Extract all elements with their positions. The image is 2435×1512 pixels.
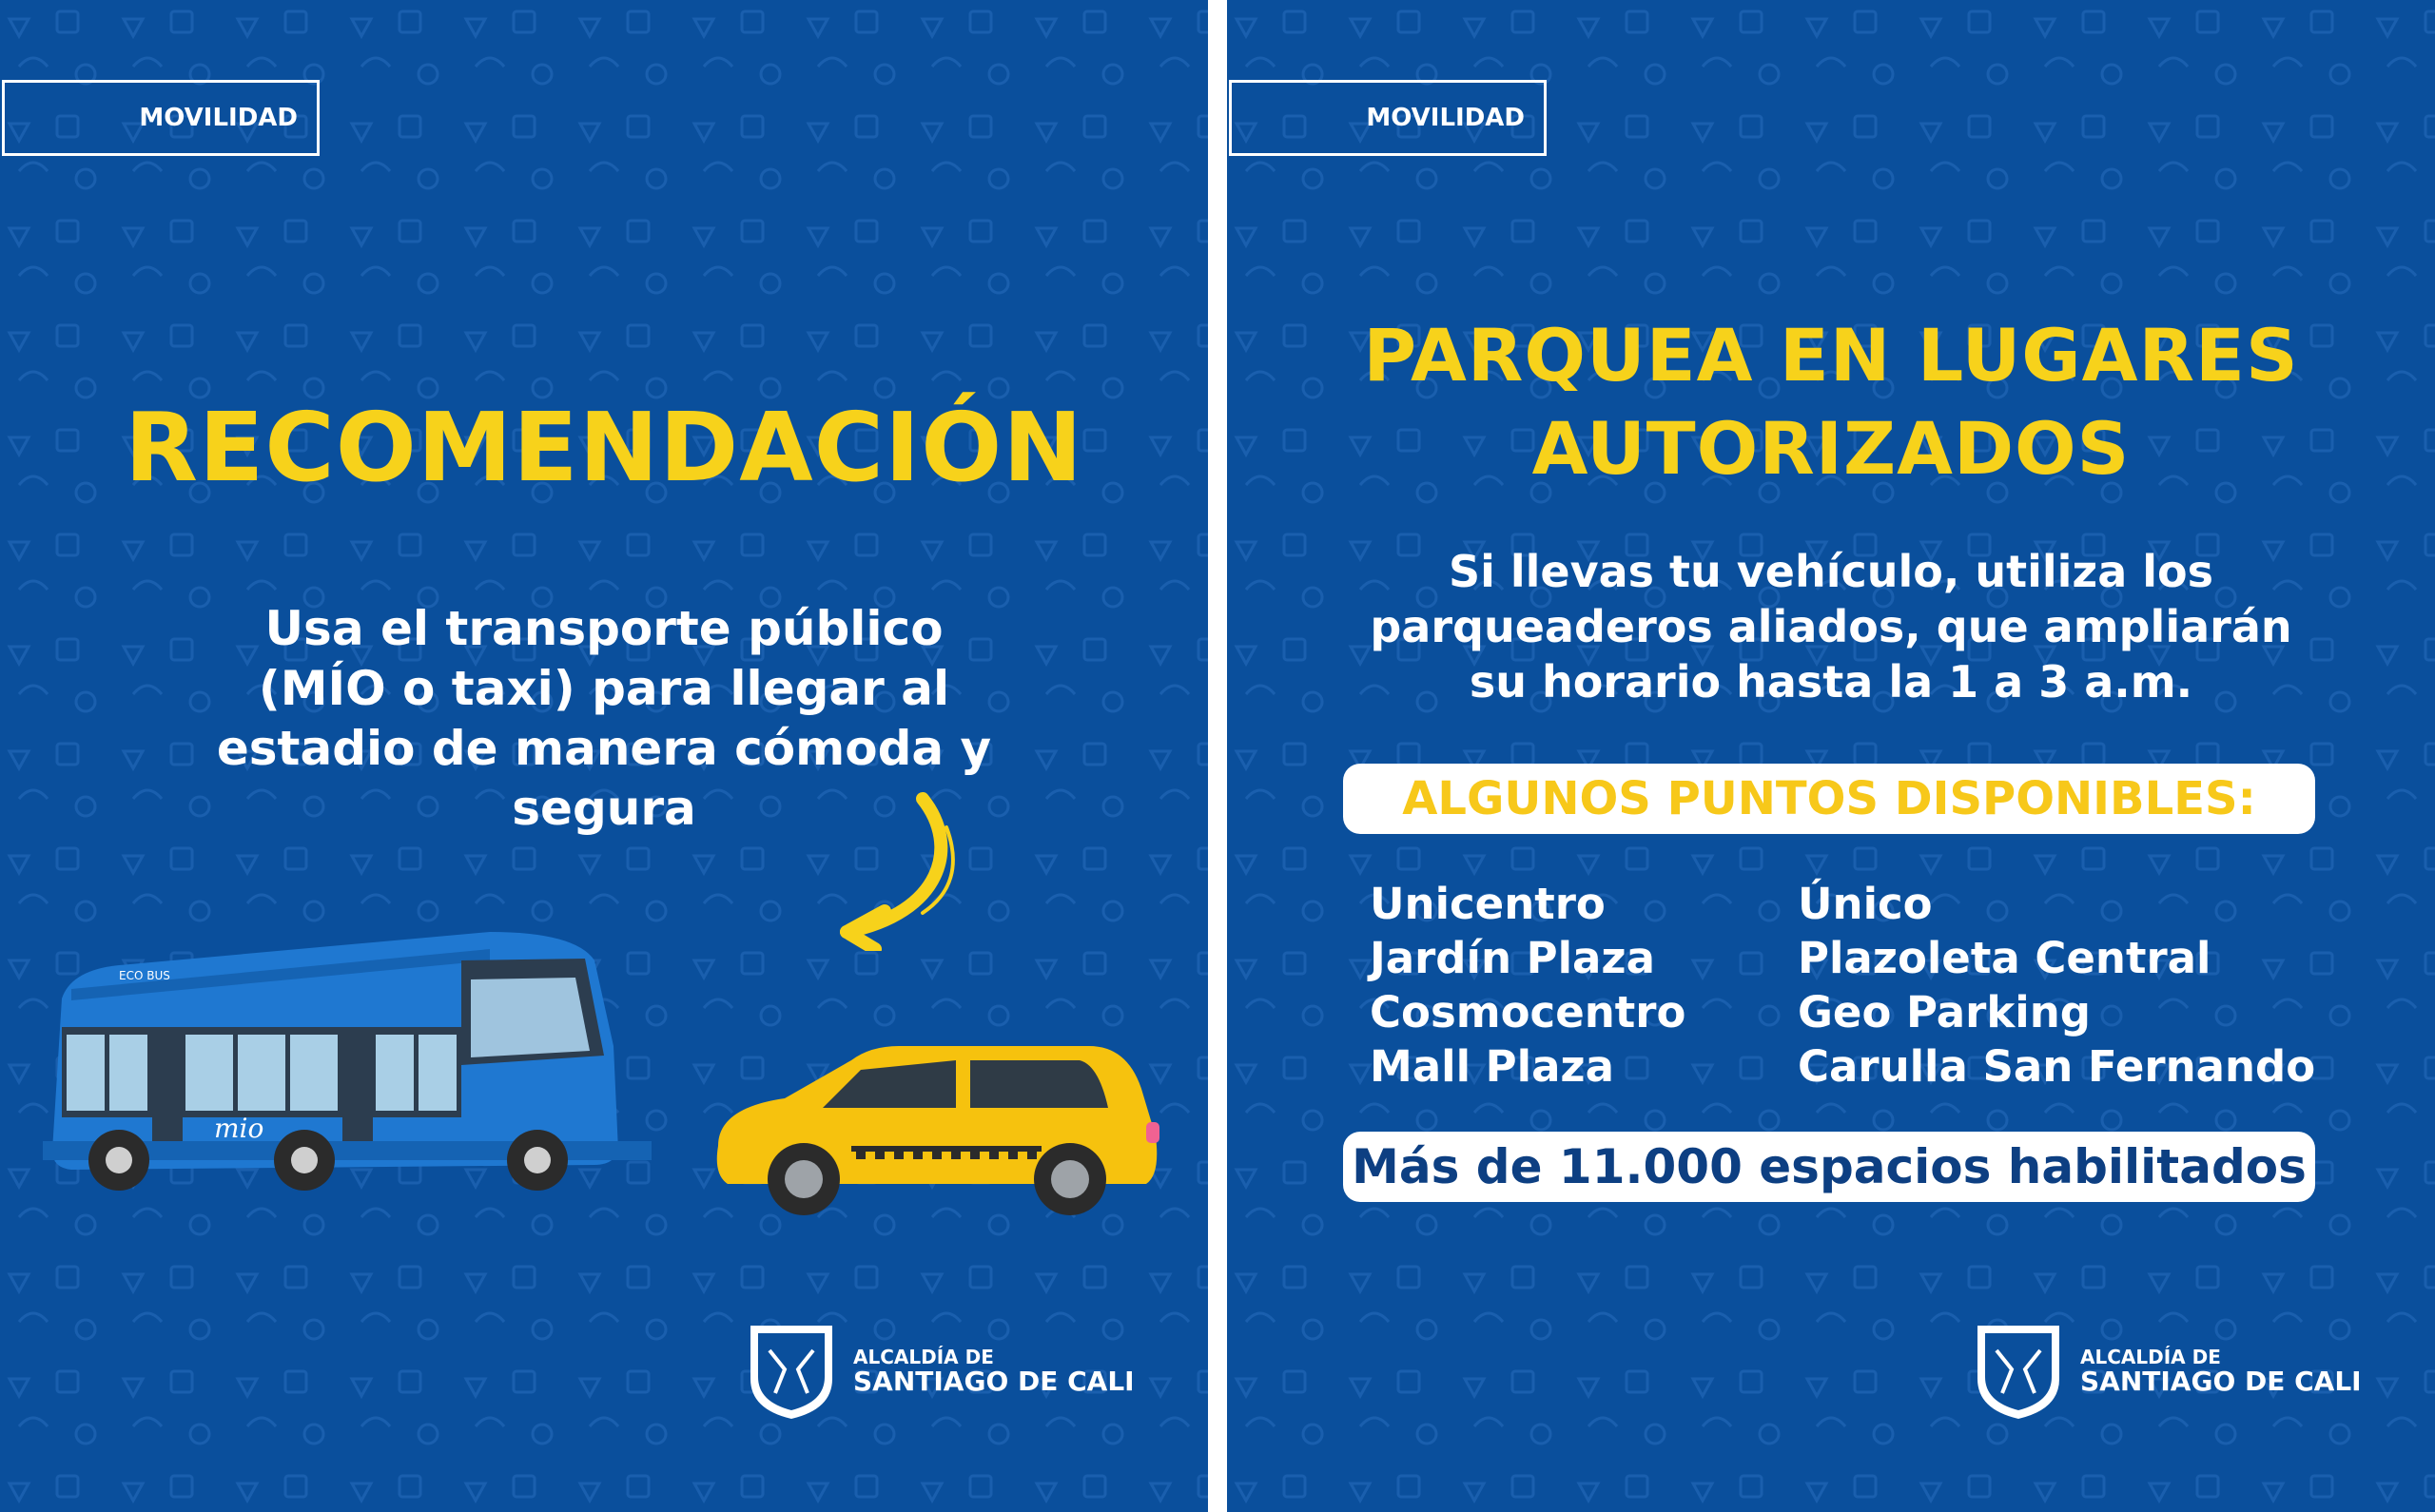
logo-line2: SANTIAGO DE CALI — [853, 1365, 1135, 1397]
background-pattern — [1227, 0, 2435, 1512]
cali-shield-icon — [1974, 1322, 2063, 1421]
bus-brand: mio — [214, 1113, 264, 1144]
right-panel — [1227, 0, 2435, 1512]
bus-icon — [43, 922, 652, 1208]
taxi-icon — [709, 1032, 1165, 1222]
point-item: Cosmocentro — [1370, 987, 1686, 1037]
point-item: Único — [1798, 879, 1933, 929]
recommendation-message — [0, 599, 1208, 839]
alcaldia-logo — [747, 1322, 1135, 1421]
alcaldia-logo — [1974, 1322, 2362, 1421]
arrow-icon — [808, 789, 970, 951]
left-panel — [0, 0, 1208, 1512]
point-item: Carulla San Fernando — [1798, 1041, 2316, 1092]
logo-line1: ALCALDÍA DE — [2080, 1345, 2221, 1368]
point-item: Unicentro — [1370, 879, 1606, 929]
points-list-col1 — [1370, 877, 1685, 1094]
point-item: Mall Plaza — [1370, 1041, 1614, 1092]
message-line: estadio de manera cómoda y — [216, 721, 992, 776]
message-line: (MÍO o taxi) para llegar al — [258, 661, 950, 716]
point-item: Geo Parking — [1798, 987, 2091, 1037]
point-item: Plazoleta Central — [1798, 933, 2211, 983]
bus-roof-label: ECO BUS — [119, 969, 170, 982]
logo-line1: ALCALDÍA DE — [853, 1345, 994, 1368]
logo-line2: SANTIAGO DE CALI — [2080, 1365, 2362, 1397]
message-line: Usa el transporte público — [264, 601, 944, 656]
message-line: segura — [512, 781, 696, 836]
category-tag: MOVILIDAD — [2, 80, 320, 156]
category-tag: MOVILIDAD — [1229, 80, 1547, 156]
cali-shield-icon — [747, 1322, 836, 1421]
page-title: RECOMENDACIÓN — [125, 392, 1083, 503]
message-line: parqueaderos aliados, que ampliarán — [1370, 601, 2292, 652]
page-title — [1227, 309, 2435, 495]
points-list-col2 — [1798, 877, 2315, 1094]
title-line: PARQUEA EN LUGARES — [1363, 313, 2299, 397]
parking-message — [1227, 544, 2435, 709]
capacity-banner: Más de 11.000 espacios habilitados — [1343, 1132, 2315, 1202]
message-line: su horario hasta la 1 a 3 a.m. — [1469, 656, 2193, 708]
point-item: Jardín Plaza — [1370, 933, 1655, 983]
points-header-banner: ALGUNOS PUNTOS DISPONIBLES: — [1343, 764, 2315, 834]
message-line: Si llevas tu vehículo, utiliza los — [1448, 546, 2213, 597]
title-line: AUTORIZADOS — [1531, 406, 2131, 491]
